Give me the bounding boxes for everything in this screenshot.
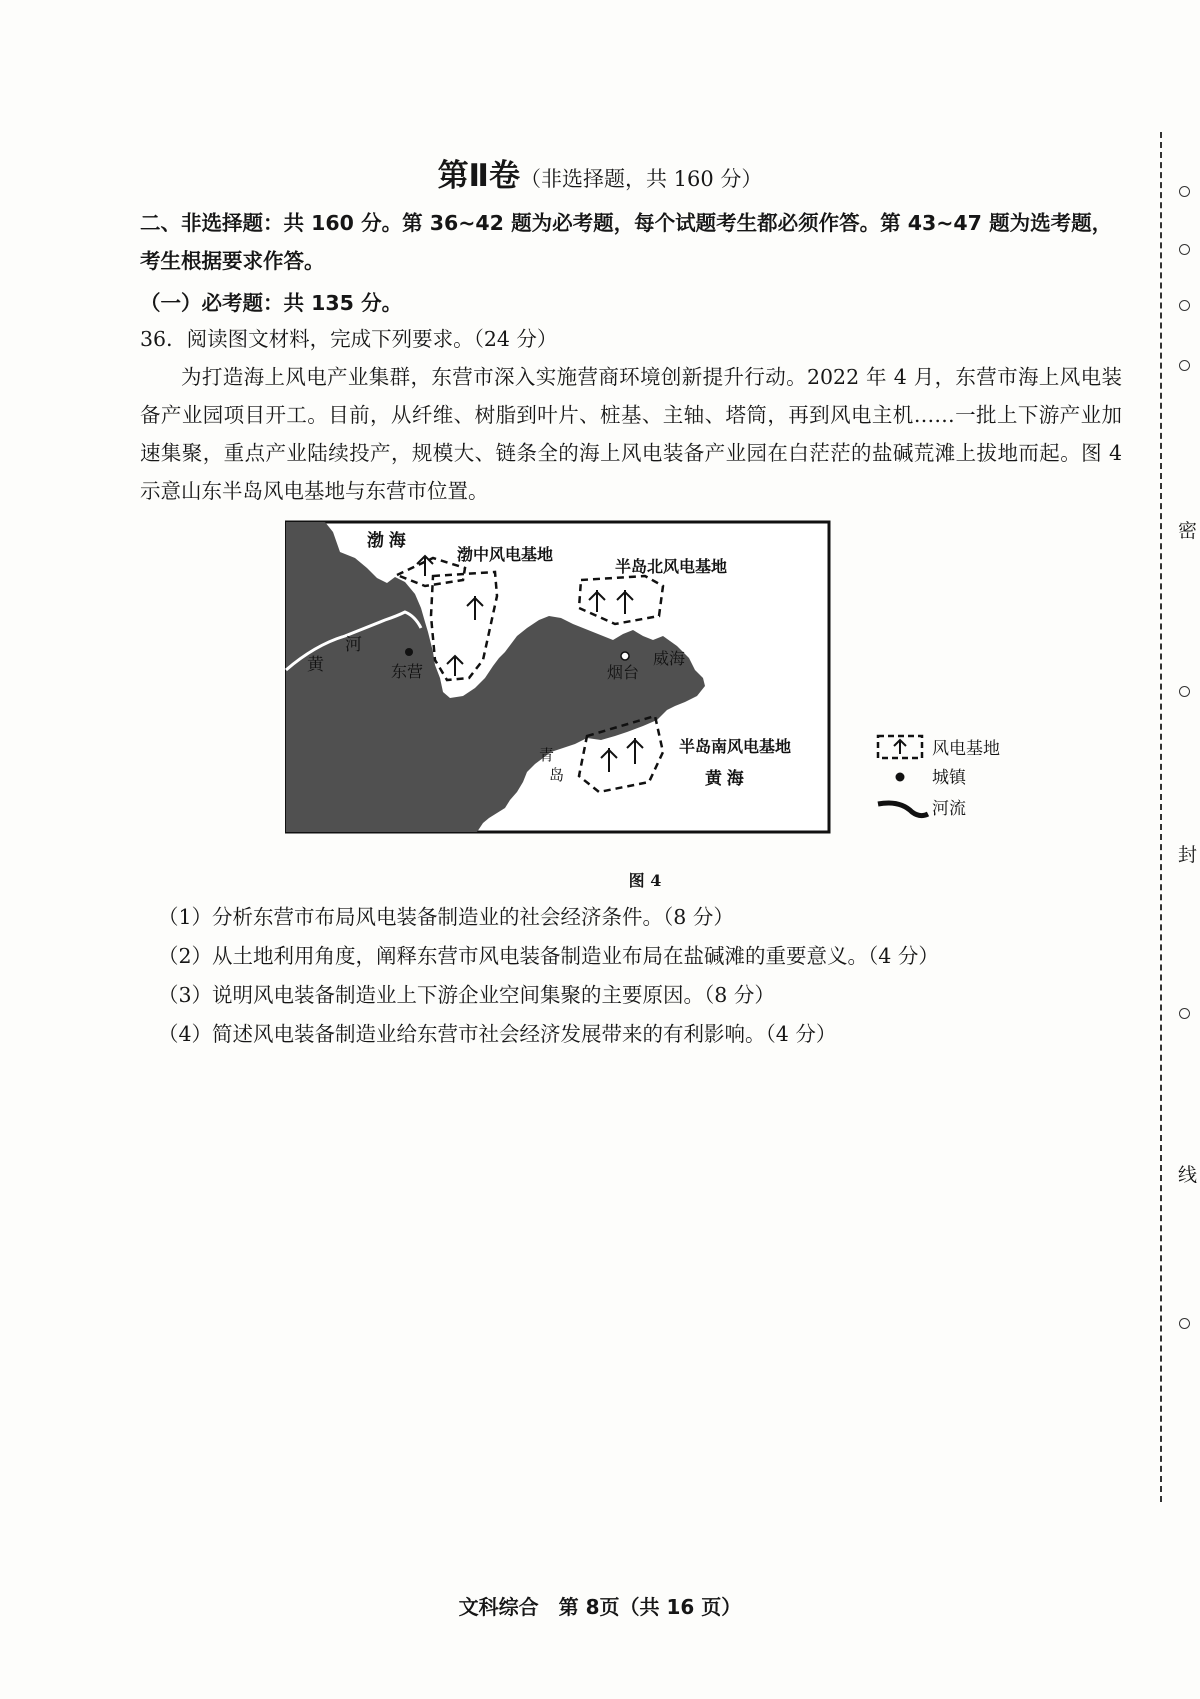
binding-hole (1179, 360, 1190, 371)
binding-hole (1179, 186, 1190, 197)
question-36-stem: 36．阅读图文材料，完成下列要求。（24 分） (140, 327, 558, 351)
label-river1: 黄 (307, 655, 324, 674)
label-huanghai: 黄 海 (705, 769, 744, 788)
binding-char-xian: 线 (1178, 1164, 1198, 1186)
subquestion-1: （1）分析东营市布局风电装备制造业的社会经济条件。（8 分） (158, 905, 734, 929)
label-river2: 河 (345, 635, 362, 654)
binding-hole (1179, 686, 1190, 697)
subquestion-3: （3）说明风电装备制造业上下游企业空间集聚的主要原因。（8 分） (158, 983, 775, 1007)
label-dongying: 东营 (391, 664, 424, 681)
legend-wind-base-label: 风电基地 (932, 739, 1000, 758)
subquestion-4: （4）简述风电装备制造业给东营市社会经济发展带来的有利影响。（4 分） (158, 1022, 837, 1046)
label-qingdao2: 岛 (549, 767, 565, 784)
map-legend (870, 730, 1030, 830)
legend-river-symbol (878, 803, 928, 816)
label-yantai: 烟台 (607, 665, 640, 682)
instruction-text: 二、非选择题：共 160 分。第 36~42 题为必考题，每个试题考生都必须作答。第 43~47 题为选考题，考生根据要求作答。 (140, 211, 1113, 273)
binding-hole (1179, 1318, 1190, 1329)
dongying-dot (405, 648, 413, 656)
label-north: 半岛北风电基地 (615, 559, 728, 576)
binding-hole (1179, 244, 1190, 255)
label-qingdao1: 青 (539, 747, 555, 764)
page-footer: 文科综合 第 8页（共 16 页） (458, 1595, 742, 1619)
label-bohai: 渤 海 (367, 531, 406, 550)
binding-line (1160, 132, 1162, 1502)
subquestion-2: （2）从土地利用角度，阐释东营市风电装备制造业布局在盐碱滩的重要意义。（4 分） (158, 944, 939, 968)
label-bozhong: 渤中风电基地 (457, 547, 554, 564)
binding-hole (1179, 1008, 1190, 1019)
binding-char-feng: 封 (1178, 844, 1198, 866)
section-title (0, 150, 1200, 195)
required-heading: （一）必考题：共 135 分。 (140, 291, 403, 315)
section-title-sub: （非选择题，共 160 分） (519, 167, 763, 191)
label-weihai: 威海 (653, 651, 686, 668)
label-south: 半岛南风电基地 (679, 739, 792, 756)
legend-river-label: 河流 (932, 799, 966, 818)
binding-hole (1179, 300, 1190, 311)
figure-caption: 图 4 (628, 871, 662, 890)
shandong-wind-map (285, 520, 865, 860)
legend-town-label: 城镇 (932, 768, 966, 787)
legend-town-symbol (896, 773, 905, 782)
yantai-dot (621, 652, 629, 660)
question-36-passage: 为打造海上风电产业集群，东营市深入实施营商环境创新提升行动。2022 年 4 月，东营市海上风电装备产业园项目开工。目前，从纤维、树脂到叶片、桩基、主轴、塔筒，再到风电主机……一批上下游产业加速集聚，重点产业陆续投产，规模大、链条全的海上风电装备产业园在白茫茫的盐碱荒滩上拔地而起。图 4 示意山东半岛风电基地与东营市位置。 (140, 365, 1122, 503)
binding-char-mi: 密 (1178, 520, 1198, 542)
section-title-main: 第Ⅱ卷 (437, 158, 520, 194)
